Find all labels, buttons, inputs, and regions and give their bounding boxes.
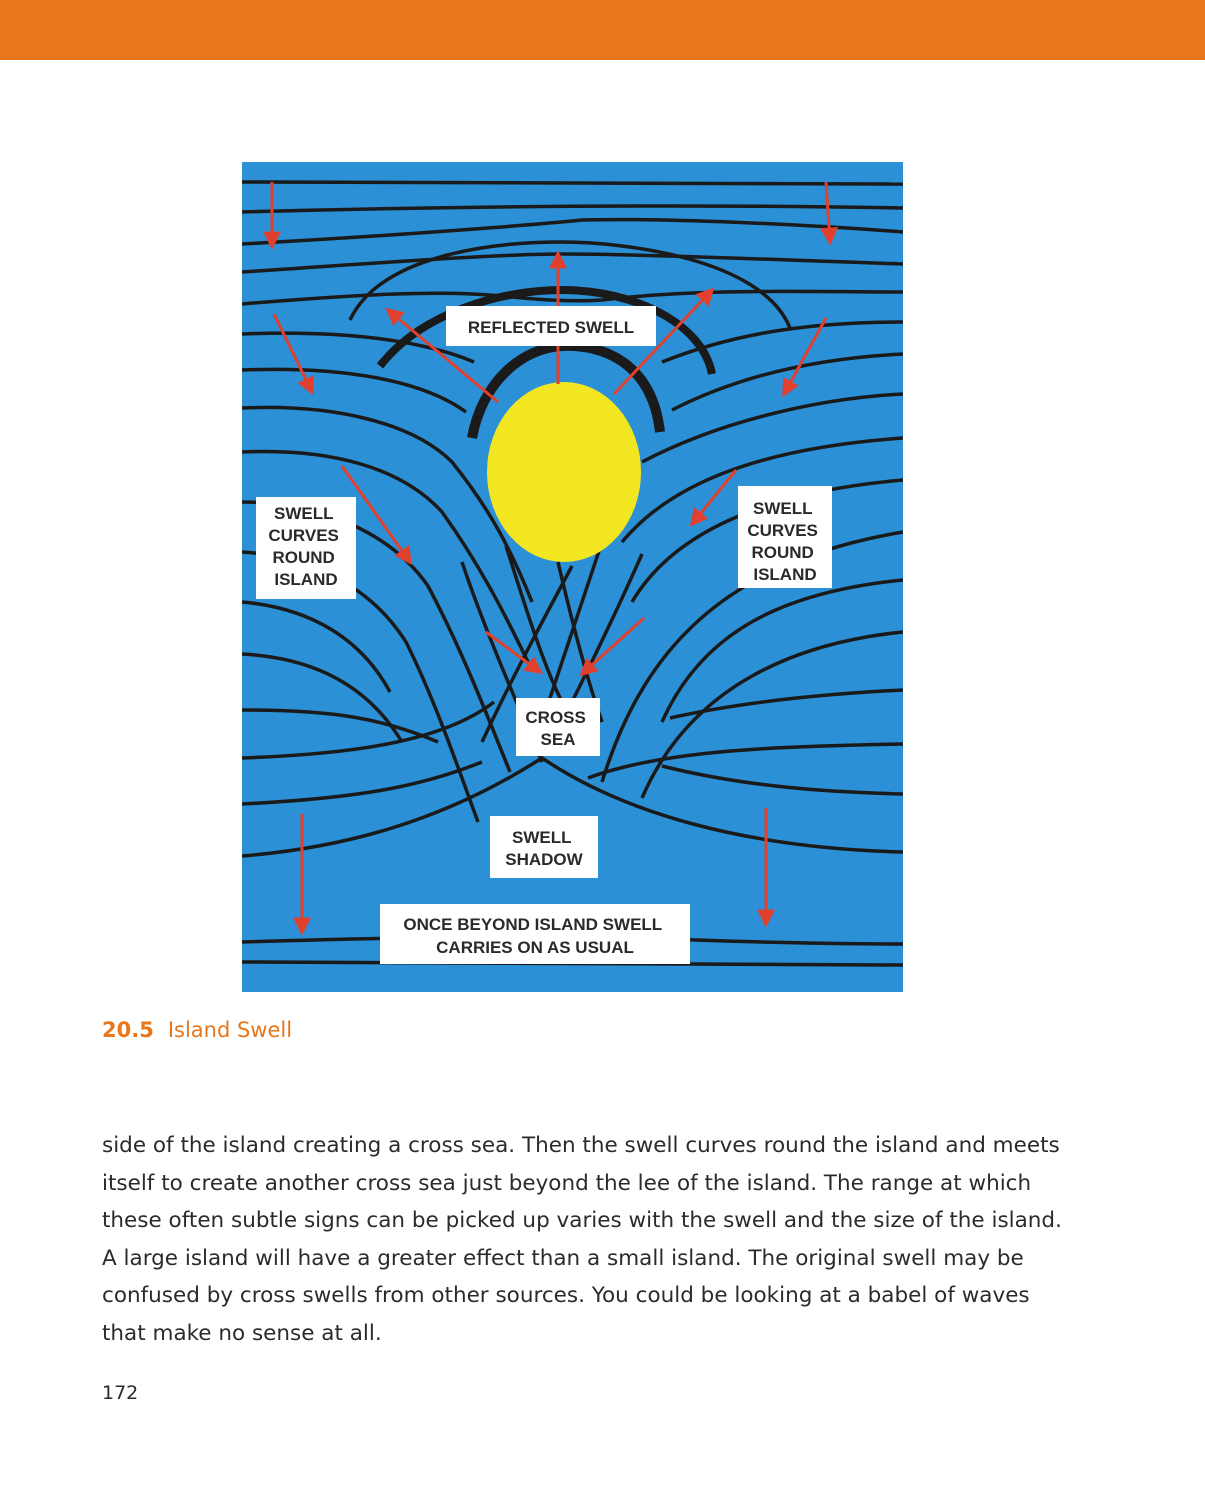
island — [487, 382, 641, 562]
svg-text:SWELL SHADOW: SWELL SHADOW — [505, 828, 583, 869]
swell-shadow-label — [490, 816, 598, 878]
svg-text:ONCE BEYOND ISLAND SWELL: ONCE BEYOND ISLAND SWELL CARRIES ON AS USUAL — [403, 915, 662, 957]
page-number: 172 — [102, 1382, 139, 1404]
body-paragraph: side of the island creating a cross sea. Then the swell curves round the island and meets itself to create another cross sea just beyond the lee of the island. The range at which these often subtle signs can be picked up varies with the swell and the size of the island. A large island will have a greater effect than a small island. The original swell may be confused by cross swells from other sources. You could be looking at a babel of waves that make no sense at all. — [102, 1133, 1062, 1346]
figure-number: 20.5 — [102, 1018, 154, 1042]
header-accent-bar — [0, 0, 1205, 60]
island-swell-diagram — [242, 162, 903, 992]
beyond-island-label — [380, 904, 690, 964]
reflected-swell-text: REFLECTED SWELL — [467, 318, 635, 337]
svg-text:SWELL CURVES R: SWELL CURVES ROUND ISLAND — [268, 504, 339, 589]
svg-text:SWELL CURVES R: SWELL CURVES ROUND ISLAND — [747, 499, 818, 584]
svg-text:CROSS SEA: CROSS SEA — [525, 708, 586, 749]
cross-sea-label — [516, 698, 600, 756]
figure-caption — [102, 1018, 292, 1042]
figure-title: Island Swell — [167, 1018, 293, 1042]
curves-left-label — [256, 497, 356, 599]
curves-right-label — [738, 486, 832, 588]
reflected-swell-label — [446, 306, 656, 346]
